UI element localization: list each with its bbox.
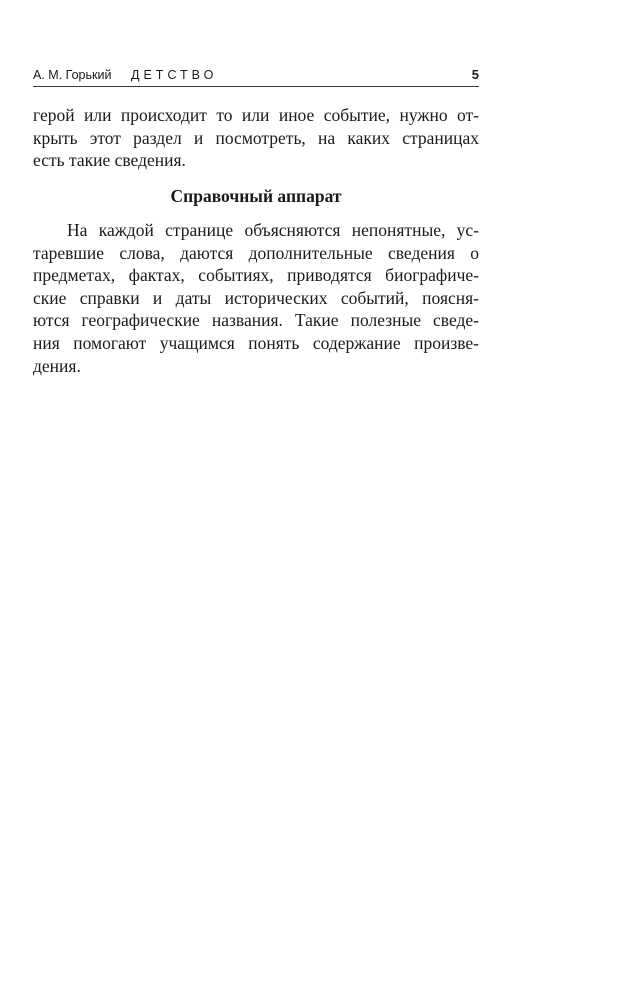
text-line: таревшие слова, даются дополнительные сведения о — [33, 242, 479, 263]
text-line: дения. — [33, 355, 81, 376]
running-header — [33, 66, 479, 87]
text-line: предметах, фактах, событиях, приводятся биографиче- — [33, 265, 479, 286]
text-line: крыть этот раздел и посмотреть, на каких страницах — [33, 127, 479, 148]
text-line: ются географические названия. Такие полезные сведе- — [33, 310, 479, 331]
section-heading: Справочный аппарат — [170, 186, 342, 206]
header-book-title: ДЕТСТВО — [131, 68, 218, 82]
text-line: ские справки и даты исторических событий, поясня- — [33, 287, 479, 308]
text-line: герой или происходит то или иное событие, нужно от- — [33, 105, 479, 125]
text-line: есть такие сведения. — [33, 150, 186, 171]
paragraph-continuation — [33, 104, 479, 172]
paragraph-reference-apparatus — [33, 219, 479, 377]
text-line: На каждой странице объясняются непонятные, ус- — [67, 220, 479, 240]
header-author: А. М. Горький — [33, 68, 112, 82]
text-line: ния помогают учащимся понять содержание произве- — [33, 332, 479, 353]
page-number: 5 — [471, 67, 479, 82]
